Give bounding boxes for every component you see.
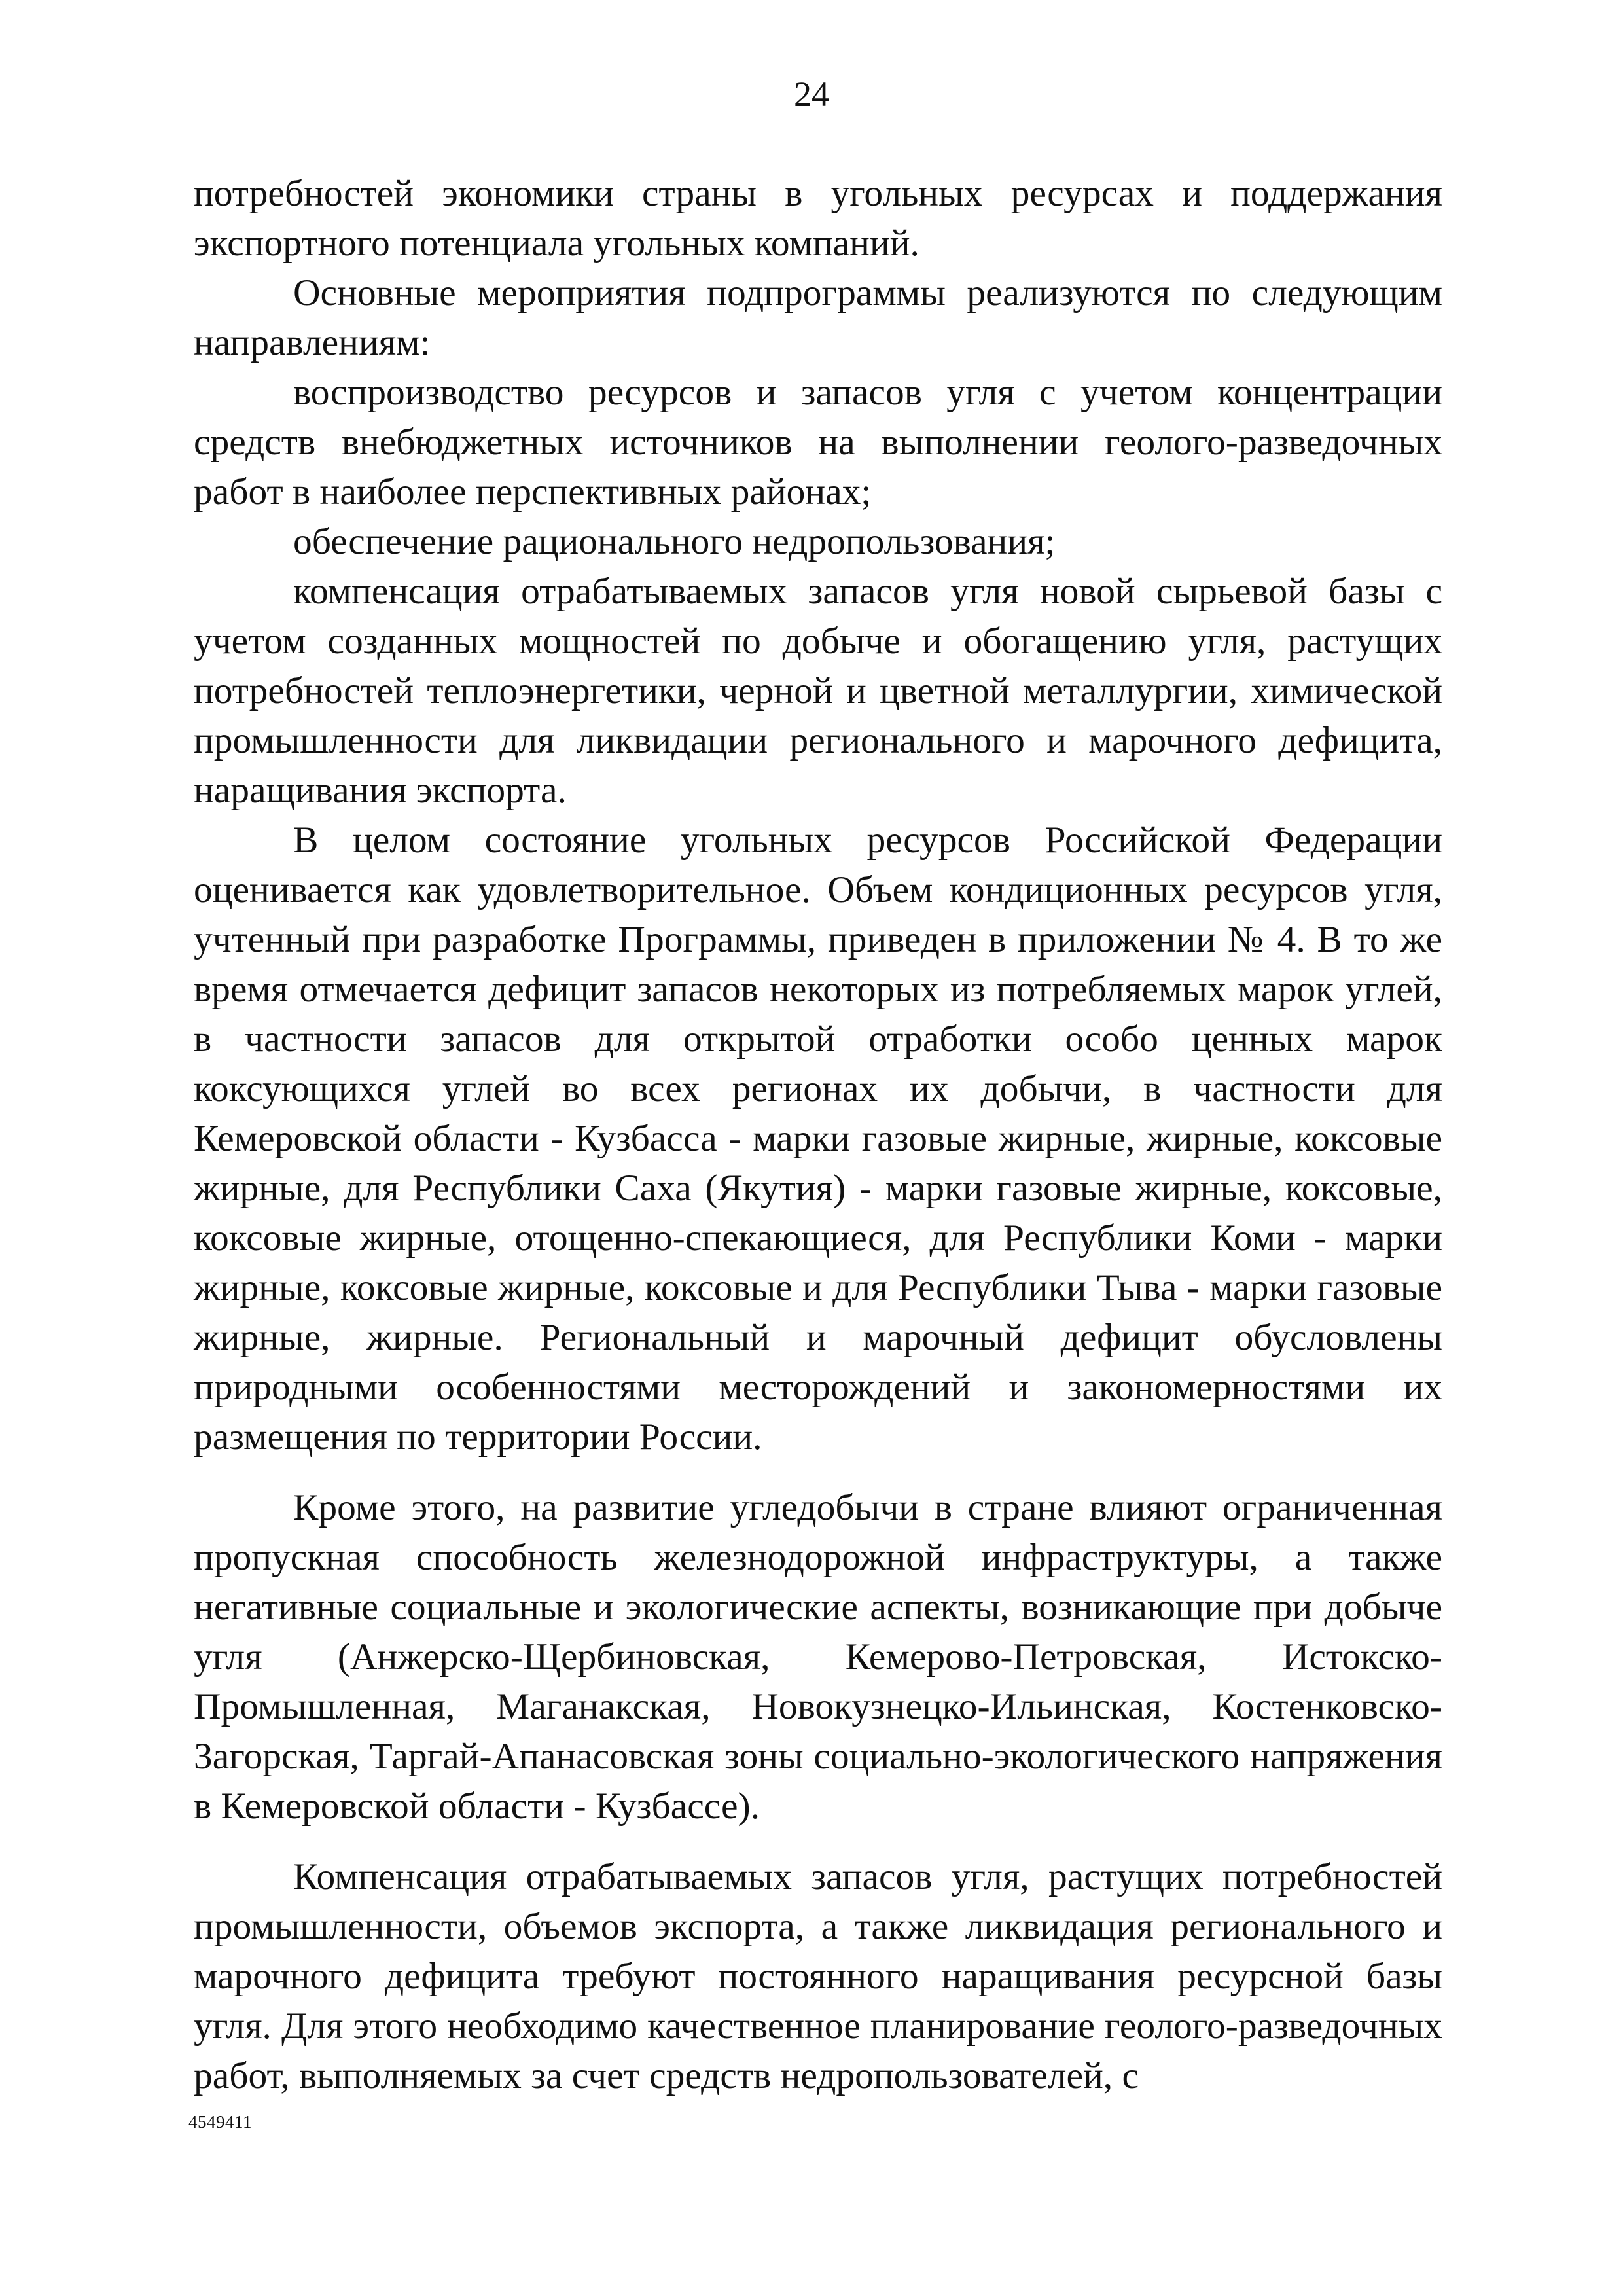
document-id: 4549411 <box>188 2112 252 2132</box>
list-item-rational-use: обеспечение рационального недропользования; <box>293 521 1056 562</box>
document-body <box>194 169 1442 2101</box>
list-item-compensation: компенсация отрабатываемых запасов угля новой сырьевой базы с учетом созданных мощностей по добыче и обогащению угля, растущих потребностей теплоэнергетики, черной и цветной металлургии, химической промышленности для ликвидации регионального и марочного дефицита, наращивания экспорта. <box>194 571 1442 811</box>
paragraph-base-expansion: Компенсация отрабатываемых запасов угля, растущих потребностей промышленности, объемов экспорта, а также ликвидация регионального и марочного дефицита требуют постоянного наращивания ресурсной базы угля. Для этого необходимо качественное планирование геолого-разведочных работ, выполняемых за счет средств недропользователей, с <box>194 1856 1442 2096</box>
paragraph-main-directions: Основные мероприятия подпрограммы реализуются по следующим направлениям: <box>194 272 1442 363</box>
page-number: 24 <box>794 75 829 114</box>
paragraph-resource-state: В целом состояние угольных ресурсов Российской Федерации оценивается как удовлетворительное. Объем кондиционных ресурсов угля, учтенный при разработке Программы, приведен в приложении № 4. В то же время отмечается дефицит запасов некоторых из потребляемых марок углей, в частности запасов для открытой отработки особо ценных марок коксующихся углей во всех регионах их добычи, в частности для Кемеровской области - Кузбасса - марки газовые жирные, жирные, коксовые жирные, для Республики Саха (Якутия) - марки газовые жирные, коксовые, коксовые жирные, отощенно-спекающиеся, для Республики Коми - марки жирные, коксовые жирные, коксовые и для Республики Тыва - марки газовые жирные, жирные. Региональный и марочный дефицит обусловлены природными особенностями месторождений и закономерностями их размещения по территории России. <box>194 819 1442 1458</box>
paragraph-continuation: потребностей экономики страны в угольных ресурсах и поддержания экспортного потенциала угольных компаний. <box>194 173 1442 264</box>
list-item-reproduction: воспроизводство ресурсов и запасов угля с учетом концентрации средств внебюджетных источников на выполнении геолого-разведочных работ в наиболее перспективных районах; <box>194 372 1442 512</box>
paragraph-constraints: Кроме этого, на развитие угледобычи в стране влияют ограниченная пропускная способность железнодорожной инфраструктуры, а также негативные социальные и экологические аспекты, возникающие при добыче угля (Анжерско-Щербиновская, Кемерово-Петровская, Истокско-Промышленная, Маганакская, Новокузнецко-Ильинская, Костенковско-Загорская, Таргай-Апанасовская зоны социально-экологического напряжения в Кемеровской области - Кузбассе). <box>194 1487 1442 1827</box>
